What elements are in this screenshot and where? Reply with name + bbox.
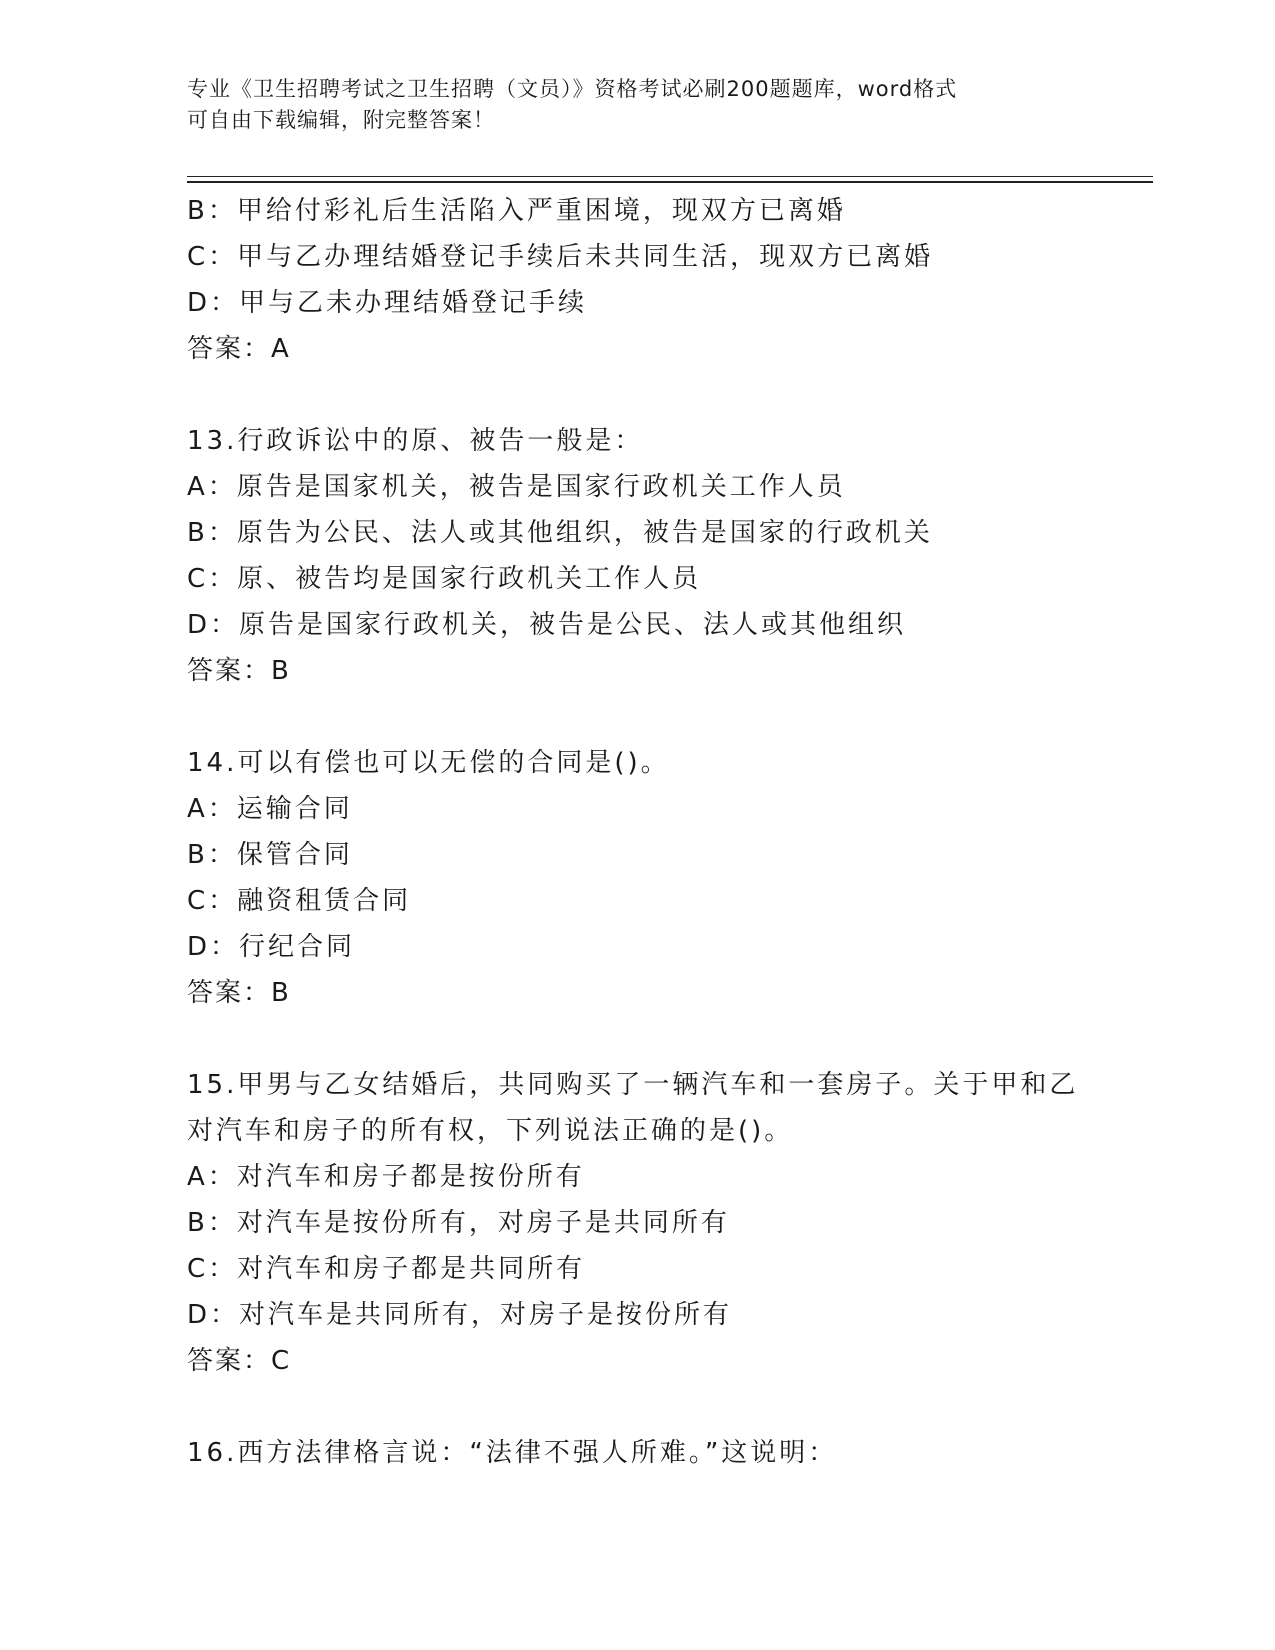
question-14: [187, 740, 1087, 1016]
answer-line: 答案：B: [187, 978, 291, 1008]
option-b: B：对汽车是按份所有，对房子是共同所有: [187, 1208, 730, 1238]
option-d: D：行纪合同: [187, 932, 356, 962]
spacer: [187, 694, 1087, 740]
option-c: C：甲与乙办理结婚登记手续后未共同生活，现双方已离婚: [187, 242, 934, 272]
question-stem-line-2: 对汽车和房子的所有权，下列说法正确的是()。: [187, 1116, 794, 1146]
spacer: [187, 372, 1087, 418]
option-b: B：原告为公民、法人或其他组织，被告是国家的行政机关: [187, 518, 933, 548]
question-stem: 13.行政诉讼中的原、被告一般是：: [187, 426, 644, 456]
option-a: A：运输合同: [187, 794, 353, 824]
header-divider-thick: [187, 181, 1153, 183]
question-15: [187, 1062, 1087, 1384]
question-16: [187, 1430, 1087, 1476]
question-stem-line-1: 15.甲男与乙女结婚后，共同购买了一辆汽车和一套房子。关于甲和乙: [187, 1070, 1079, 1100]
option-d: D：对汽车是共同所有，对房子是按份所有: [187, 1300, 733, 1330]
question-13: [187, 418, 1087, 694]
option-d: D：原告是国家行政机关，被告是公民、法人或其他组织: [187, 610, 907, 640]
question-stem: 14.可以有偿也可以无偿的合同是()。: [187, 748, 670, 778]
answer-line: 答案：B: [187, 656, 291, 686]
header-divider-thin: [187, 176, 1153, 177]
option-c: C：原、被告均是国家行政机关工作人员: [187, 564, 702, 594]
spacer: [187, 1016, 1087, 1062]
document-header: [187, 74, 1087, 136]
answer-line: 答案：C: [187, 1346, 292, 1376]
question-list: [187, 188, 1087, 1476]
option-a: A：原告是国家机关，被告是国家行政机关工作人员: [187, 472, 846, 502]
spacer: [187, 1384, 1087, 1430]
question-12-tail: [187, 188, 1087, 372]
header-line-1: 专业《卫生招聘考试之卫生招聘（文员）》资格考试必刷200题题库，word格式: [187, 77, 958, 101]
option-c: C：对汽车和房子都是共同所有: [187, 1254, 586, 1284]
option-b: B：甲给付彩礼后生活陷入严重困境，现双方已离婚: [187, 196, 846, 226]
option-d: D：甲与乙未办理结婚登记手续: [187, 288, 588, 318]
option-b: B：保管合同: [187, 840, 353, 870]
answer-line: 答案：A: [187, 334, 291, 364]
option-c: C：融资租赁合同: [187, 886, 412, 916]
question-stem: 16.西方法律格言说：“法律不强人所难。”这说明：: [187, 1438, 838, 1468]
header-line-2: 可自由下载编辑，附完整答案！: [187, 108, 495, 132]
option-a: A：对汽车和房子都是按份所有: [187, 1162, 585, 1192]
